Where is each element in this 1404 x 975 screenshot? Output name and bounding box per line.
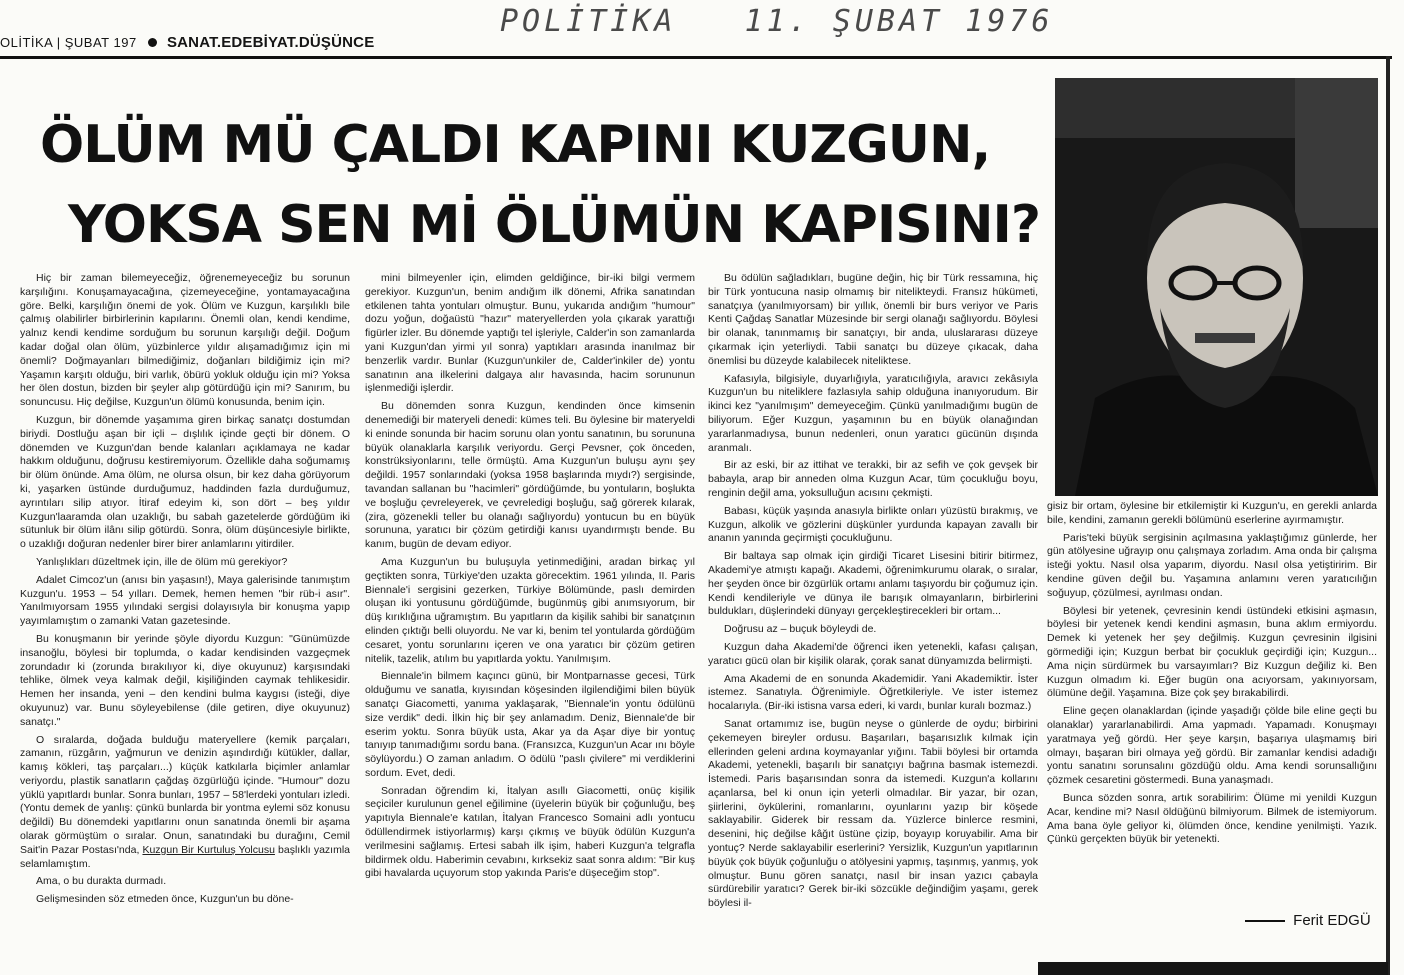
- paragraph: Bunca sözden sonra, artık sorabilirim: Ölüme mi yenildi Kuzgun Acar, kendine mi? Nasıl öldüğünü bilmiyorum. Bilmek de istemiyorum. Ama bana öyle geliyor ki, ölümden önce, kendine yenilmişti. Yazık. Çünkü gerçekten büyük bir yetenekti.: [1047, 791, 1377, 846]
- paragraph: Ama, o bu durakta durmadı.: [36, 875, 167, 888]
- paragraph: Paris'teki büyük sergisinin açılmasına yaklaştığımız günlerde, her gün atölyesine uğrayıp onu çalışmaya zorladım. Ama onda bir çalışma isteği yoktu. Nasıl olsa yaparım, diyordu. Nasıl olsa yetiştiririm. Bir kendine güven değil bu. Yaşamına anlamını veren yaratıcılığın soğuyup, çözülmesi, ayrılması ondan.: [1047, 531, 1377, 599]
- underlined-title: Kuzgun Bir Kurtuluş Yolcusu: [142, 843, 275, 856]
- paragraph: Yanlışlıkları düzeltmek için, ille de ölüm mü gerekiyor?: [36, 555, 288, 568]
- paragraph: Bir az eski, bir az ittihat ve terakki, bir az sefih ve çok gevşek bir babayla, arap bir anneden olma Kuzgun Acar, tüm çocukluğu boyu, renginin değil ama, yoksulluğun acısını çekmişti.: [708, 459, 1038, 499]
- author-name: Ferit EDGÜ: [1293, 912, 1371, 929]
- paragraph: gisiz bir ortam, öylesine bir etkilemiştir ki Kuzgun'u, en gerekli anlarda bile, kendini, zamanın gerekli bölümünü eserlerine ayırmamıştır.: [1047, 500, 1377, 526]
- paragraph: Ama Akademi de en sonunda Akademidir. Yani Akademiktir. İster istemez. Sanatıyla. Öğrenimiyle. Öğretkileriyle. Ve ister istemez hocalarıyla. (Bir-iki istisna varsa ederi, ki vardı, bunlar kuralı bozmaz.): [708, 672, 1038, 713]
- paragraph: Gelişmesinden söz etmeden önce, Kuzgun'un bu döne-: [36, 893, 294, 906]
- paragraph: Doğrusu az – buçuk böyleydi de.: [724, 623, 877, 636]
- folio-publication: OLİTİKA | ŞUBAT 197: [0, 35, 137, 50]
- right-rule: [1386, 56, 1390, 975]
- portrait-image: [1055, 78, 1378, 496]
- paragraph: O sıralarda, doğada bulduğu materyellere (kemik parçaları, zamanın, rüzgârın, yağmurun ve denizin aşındırdığı kütükler, dallar, kamış kökleri, taş parçaları...) küçük katkılarla biçimler anlamlar veriyordu, plastik sanatların çağdaş özgürlüğü içinde. "Humour" dozu yüklü yapıtlardı bunlar. Sonra bunları, 1957 – 58'lerdeki yontuları izledi. (Yontu demek de yanlış: çünkü bunlarda bir yontma eylemi söz konusu değildi) Bu dönemdeki yapıtlarını onun sanatında önemli bir aşama olarak görmüştüm o sıralar. Onun, sanatındaki bu durağını, Cemil Sait'in Pazar Postası'nda, Kuzgun Bir Kurtuluş Yolcusu başlıklı yazımla selamlamıştım.: [20, 733, 350, 870]
- paragraph: Babası, küçük yaşında anasıyla birlikte onları yüzüstü bırakmış, ve Kuzgun, alkolik ve gözlerini düşkünler yurdunda kapayan zavallı bir ananın yanında geçirmişti çocukluğunu.: [708, 504, 1038, 545]
- paragraph: mini bilmeyenler için, elimden geldiğince, bir-iki bilgi vermem gerekiyor. Kuzgun'un, benim andığım ilk dönemi, Afrika sanatından etkilenen tahta yontuları olmuştur. Bunu, yukarıda andığım "humour" dozu yoğun, doğaüstü "hazır" materyellerden yola çıkarak yarattığı figürler izler. Bu dönemde yaptığı tel işleriyle, Calder'in son zamanlarda yani Kuzgun'dan yirmi yıl sonra) yaptıkları arasında inanılmaz bir benzerlik vardır. Bunlar (Kuzgun'unkiler de, Calder'inkiler de) yontu sanatının ana ilkelerini dalgaya alır havasında, hacim sorununun işlenmediği işlerdir.: [365, 272, 695, 395]
- paragraph: Kafasıyla, bilgisiyle, duyarlığıyla, yaratıcılığıyla, aravıcı zekâsıyla Kuzgun'un bu niteliklere fazlasıyla sahip olduğuna inanıyorudum. Bir ikinci kez "yanılmışım" demeyeceğim. Çünkü yanılmadığımı bugün de biliyorum. Eğer Kuzgun, yaşamının bu en büyük olanağından yararlanmadıysa, bunun nedenleri, onun yaratıcı gücünün dışında aranmalı.: [708, 372, 1038, 454]
- author-byline: [1245, 912, 1371, 929]
- handwritten-annotation: [500, 4, 1054, 46]
- paragraph: Hiç bir zaman bilemeyeceğiz, öğrenemeyeceğiz bu sorunun karşılığını. Konuşamayacağına, çizemeyeceğine, yontamayacağına göre. Belki, karşılığın önemi de yok. Ölüm ve Kuzgun, karşılıklı bile çalmış olabilirler birbirlerinin kapılarını. Önemli olan, kendi kendime, yalnız kendi kendime sorduğum bu sorunun karşılığı değil. Doğum kadar doğal olan ölüm, yüzbinlerce yıldır alışamadığımız için mi önemli? Doğmayanları bilmediğimiz, doğanları bildiğimiz için mi? Yaşamın karşıtı olduğu, biri varlık, öbürü yokluk olduğu için mi? Yoksa her ölen dostun, bizden bir şeyler alıp götürdüğü için mi? Sanırım, bu sonuncusu. Hiç değilse, Kuzgun'un ölümü konusunda, benim için.: [20, 272, 350, 409]
- paragraph: Kuzgun daha Akademi'de öğrenci iken yetenekli, kafası çalışan, yaratıcı gücü olan bir kişilik olarak, çorak sanat dünyamızda belirmişti.: [708, 640, 1038, 667]
- article-column-3: [708, 272, 1038, 967]
- article-column-4: [1047, 500, 1377, 900]
- article-headline: [40, 105, 1045, 265]
- article-column-2: [365, 272, 695, 967]
- paragraph: Sonradan öğrendim ki, İtalyan asıllı Giacometti, onüç kişilik seçiciler kurulunun genel eğilimine (üyelerin büyük bir çoğunluğu, beş yapıtıyla Biennale'e katılan, İtalyan Francesco Somaini adlı yontucu ödüllendirmek istiyorlarmış) karşı çıkmış ve büyük ödülün Kuzgun'a verilmesini sağlamış. Ertesi sabah ilk işim, haberi Kuzgun'a telgrafla bildirmek oldu. Haberimin cevabını, kırksekiz saat sonra aldım: "Bir kuş gibi havalarda uçuyorum stop yakında Paris'e düşeceğim stop".: [365, 784, 695, 880]
- paragraph: Bu ödülün sağladıkları, bugüne değin, hiç bir Türk ressamına, hiç bir Türk yontucuna nasip olmamış bir nitelikteydi. Fransız hükümeti, sanatçıya (yanılmıyorsam) bir yıllık, önemli bir burs veriyor ve Paris Kenti Çağdaş Sanatlar Müzesinde bir sergi olanağı sağlıyordu. Böylesi bir olanak, tanınmamış bir sanatçıyı, bir anda, uluslararası düzeye çıkarmak için yeterliydi. Tabii sanatçı bu düzeye çıkacak, daha önemlisi bu düzeyde kalabilecek niteliktese.: [708, 272, 1038, 367]
- paragraph: Eline geçen olanaklardan (içinde yaşadığı çölde bile eline geçti bu olanaklar) yararlanabilirdi. Ama yapmadı. Yapamadı. Konuşmayı yaratmaya yeğ gördü. Her şeye karşın, başarıya ulaşmamış biri olmayı, başaran biri olmaya yeğ gördü. Bir zamanlar kendisi adadığı yontu sanatını sorunsalını gözdüğü oldu. Ama kendi sorunsallığını çözmek cesaretini göstermedi. Buna yanaşmadı.: [1047, 705, 1377, 787]
- handwritten-paper-name: POLİTİKA: [500, 4, 677, 39]
- article-column-1: [20, 272, 350, 967]
- paragraph: Ama Kuzgun'un bu buluşuyla yetinmediğini, aradan birkaç yıl geçtikten sonra, Türkiye'den uzakta görecektim. 1961 yılında, II. Paris Biennale'i sergisini gezerken, Türkiye Bölümünde, paslı demirden oluşan iki yontusunu gördüğümde, bugünmüş gibi anımsıyorum, bir düş kırıklığına uğramıştım. Bu yapıtların da kişilik sahibi bir sanatçının elinden çıktığı belli oluyordu. Ne var ki, benim tel yontularda gördüğüm cesaret, yontu sorunlarını içeren ve ona yaratıcı bir çözüm getiren nitelik, tazelik, atılım bu yapıtlarda yoktu. Yanılmışım.: [365, 555, 695, 665]
- paragraph: Bu dönemden sonra Kuzgun, kendinden önce kimsenin denemediği bir materyeli denedi: kümes teli. Bu öylesine bir materyeldi ki eninde sonunda bir hacim sorunu olan yontu sanatının, bu sorununa büyük olanaklarla karşılık veriyordu. Gerçi Pevsner, çok önceden, konstrüksiyonlarını, telle örmüştü. Ama Kuzgun'un buluşu aynı şey değildi. 1957 sonlarındaki (yoksa 1958 başlarında mıydı?) sergisinde, tavandan sallanan bu "hacimleri" gördüğümde, bu yontuların, boşlukta ve boşluğu çevreleyerek, ve çevreledigi boşluğu, sağ görerek kılarak, (zira, gözenekli teller bu olanağı sağlıyordu) yontucun bu en büyük sorununa, yaratıcı bir çözüm getirdiği kanısı uyandırmıştı bende. Bu kanım, bugün de devam ediyor.: [365, 400, 695, 551]
- paragraph: Biennale'in bilmem kaçıncı günü, bir Montparnasse gecesi, Türk olduğumu ve sanatla, kıyısından köşesinden ilgilendiğimi bilen büyük sanatçı Giacometti, yanıma yaklaşarak, "Biennale'in yontu ödülünü size verdik" dedi. İlkin hiç bir şey anlamadım. Deniz, Biennale'de bir eserim yoktu. Sonra büyük usta, Akar ya da Aşar diye bir yontuç tanıyıp tanımadığımı sordu bana. (Fransızca, Kuzgun'un Acar ını böyle söylüyordu.) O zaman anladım. O ödülü "paslı çivilere" mi verdiklerini sordum. Evet, dedi.: [365, 670, 695, 779]
- byline-dash: [1245, 920, 1285, 922]
- paragraph: Böylesi bir yetenek, çevresinin kendi üstündeki etkisini aşmasın, böylesi bir yetenek kendi kendini aşmasın, buna aklım ermiyordu. Demek ki yetenek her şey değilmiş. Kuzgun çevresinin ilgisini görmediği için; Kuzgun berbat bir çocukluk geçirdiği için; Kuzgun... Ama niçin sürdürmek bu varsayımları? Biz Kuzgun değiliz ki. Ben Kuzgun olmadım ki. Eğer bugün ona acıyorsam, yakınıyorsam, ölümüne değil. Yaşamına. Bize çok şey bırakabilirdi.: [1047, 604, 1377, 700]
- paragraph: Sanat ortamımız ise, bugün neyse o günlerde de oydu; birbirini çekemeyen bireyler ordusu. Başarıları, başarısızlık kılmak için ellerinden geleni ardına koymayanlar yığını. Tabii böylesi bir ortamda Akademi, yetenekli, başarılı bir sanatçıyı bağrına basmak istemezdi. İstemedi. Paris başarısından sonra da istemedi. Kuzgun'a kollarını açanlarsa, bel ki onun için yeterli olmadılar. Bir yazar, bir ozan, şiirlerini, öykülerini, romanlarını, oyunlarını yazıp bir köşede saklayabilir. Giderek bir ressam da. Yüzlerce binlerce resmini, desenini, hiç değilse kâğıt üstüne çizip, boyayıp koruyabilir. Ama bir yontuç? Nerde saklayabilir eserlerini? Yersizlik, Kuzgun'un yapıtlarının büyük çok büyük çoğunluğu o atölyesini yapmış, taşınmış, yanmış, yok olmuştur. Bunu gören sanatçı, nasıl bir insan yazıcı çabayla sürdürebilir yaratıcı? Gerek bir-iki sözcükle değindiğim yaşamı, gerek böylesi il-: [708, 717, 1038, 910]
- paragraph: Bir baltaya sap olmak için girdiği Ticaret Lisesini bitirir bitirmez, Akademi'ye atmıştı kapağı. Akademi, öğrenimkurumu olarak, o sıralar, her şeyden önce bir özgürlük ortamı anlamı taşıyordu bir çoğumuz için. Kendi kendileriyle ve dünya ile barışık olmayanların, birbirlerini buldukları, düşlerindeki dünyayı gerçekleştirecekleri bir ortam...: [708, 550, 1038, 618]
- paragraph: Bu konuşmanın bir yerinde şöyle diyordu Kuzgun: "Günümüzde insanoğlu, böylesi bir toplumda, o kadar kendisinden vazgeçmek zorundadır ki (zorunda bırakılıyor ki, diye okuyunuz) karşısındaki tehlike, ölmek veya kalmak değil, kişiliğinden caymak tehlikesidir. Hemen her insanda, yeni – den kendini bulma kaygısı (isteği, diye okuyunuz) var. Bunu söyleyebilense (dile getiren, diye okuyunuz) sanatçı.": [20, 632, 350, 728]
- folio-section: SANAT.EDEBİYAT.DÜŞÜNCE: [166, 34, 375, 51]
- bullet-icon: [148, 38, 157, 47]
- headline-line-2: YOKSA SEN Mİ ÖLÜMÜN KAPISINI?: [68, 195, 1041, 255]
- author-portrait-photo: [1055, 78, 1378, 496]
- paragraph: Kuzgun, bir dönemde yaşamıma giren birkaç sanatçı dostumdan biriydi. Dostluğu aşan bir içli – dışlılık içinde geçti bir dönem. O dönemden ve Kuzgun'dan bende kalanları açıklamaya ne kadar hakkım olduğunu, doğrusu kestiremiyorum. Özellikle daha soğumamış bir ölüm önünde. Ama ölüm, ne olursa olsun, bir kez daha görüyorum ki, yaşarken üstünde durduğumuz, haddinden fazla durduğumuz, ayrıntıları silip atıyor. İtiraf edeyim ki, son dört – beş yıldır Kuzgun'laaramda olan uzaklığı, bu sabah gazetelerde gördüğüm iki sütunluk bir ölüm ilânı silip götürdü. Sonra, ölüm düşüncesiyle birlikte, o uzaklığı doğuran nedenler birer birer anlamlarını yitirdiler.: [20, 413, 350, 551]
- top-rule: [0, 56, 1392, 59]
- handwritten-date: 11. ŞUBAT 1976: [744, 4, 1054, 39]
- bottom-edge-strip: [1038, 962, 1388, 975]
- page-folio: [0, 34, 374, 54]
- headline-line-1: ÖLÜM MÜ ÇALDI KAPINI KUZGUN,: [40, 115, 991, 175]
- paragraph: Adalet Cimcoz'un (anısı bin yaşasın!), Maya galerisinde tanımıştım Kuzgun'u. 1953 – 54 yılları. Demek, hemen hemen "bir rüb-i asır". Yanılmıyorsam 1955 yılındaki sergisi dolayısıyla bir konuşma yapıp yayımlamıştım o zamanki Vatan gazetesinde.: [20, 573, 350, 628]
